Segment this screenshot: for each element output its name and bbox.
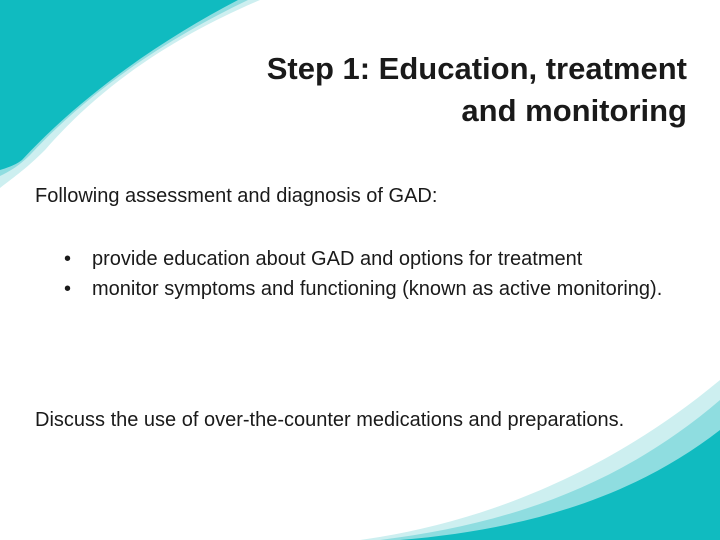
bullet-list (64, 244, 704, 304)
bullet-marker: • (64, 248, 72, 270)
title-line-2: and monitoring (461, 93, 687, 128)
closing-text: Discuss the use of over-the-counter medications and preparations. (35, 409, 625, 431)
bullet-text: provide education about GAD and options for treatment (92, 248, 583, 270)
bullet-item (64, 274, 704, 304)
bullet-marker: • (64, 278, 72, 300)
title-line-1: Step 1: Education, treatment (266, 51, 687, 86)
intro-text: Following assessment and diagnosis of GAD: (35, 185, 438, 207)
bullet-text: monitor symptoms and functioning (known as active monitoring). (92, 278, 663, 300)
slide-title (127, 48, 687, 132)
bullet-item (64, 244, 704, 274)
